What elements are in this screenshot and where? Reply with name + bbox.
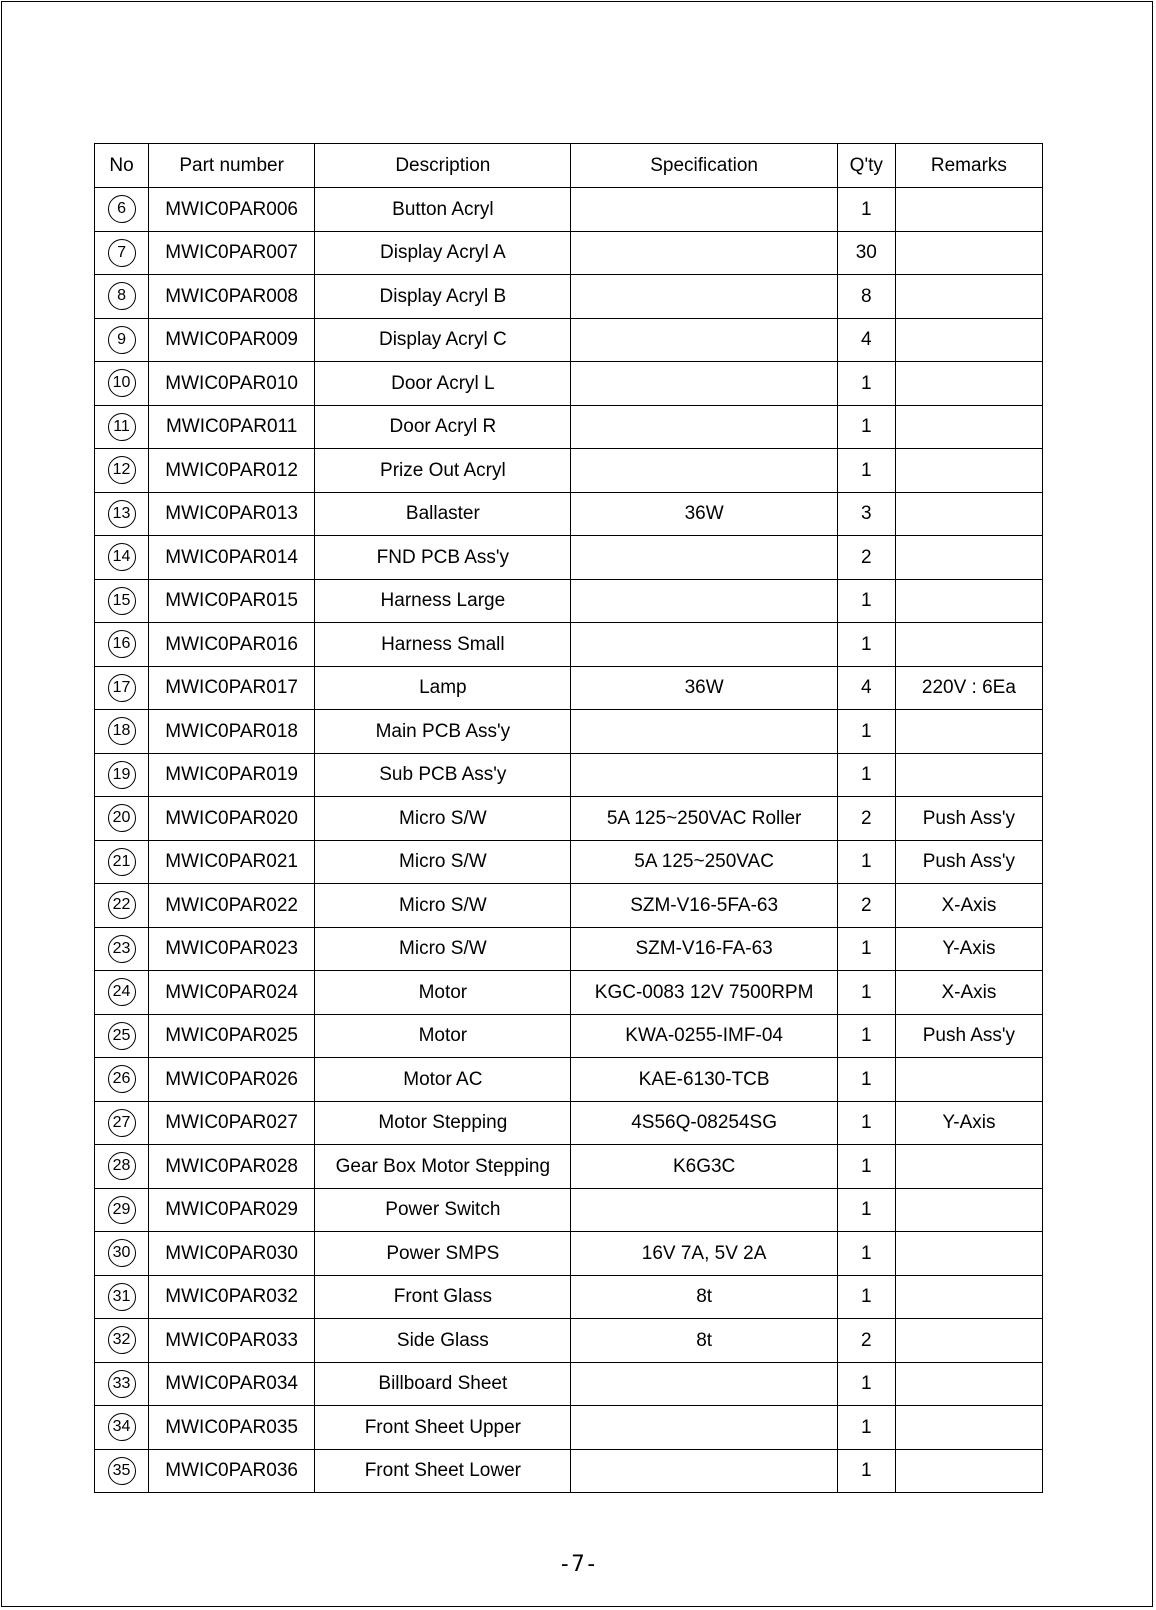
header-remarks: Remarks [895, 144, 1042, 188]
cell-qty: 1 [837, 1449, 895, 1493]
table-row [95, 231, 1043, 275]
cell-remarks: X-Axis [895, 971, 1042, 1015]
cell-description: Door Acryl R [315, 405, 571, 449]
table-row [95, 362, 1043, 406]
cell-qty: 1 [837, 449, 895, 493]
cell-remarks [895, 1362, 1042, 1406]
cell-description: Micro S/W [315, 884, 571, 928]
cell-no [95, 492, 149, 536]
cell-part-number: MWIC0PAR035 [149, 1406, 315, 1450]
cell-description: Prize Out Acryl [315, 449, 571, 493]
item-number-circle: 14 [108, 543, 136, 571]
table-row [95, 1232, 1043, 1276]
header-no: No [95, 144, 149, 188]
cell-qty: 2 [837, 884, 895, 928]
cell-qty: 1 [837, 623, 895, 667]
cell-no [95, 1188, 149, 1232]
cell-description: Front Sheet Lower [315, 1449, 571, 1493]
cell-specification [571, 231, 837, 275]
table-row [95, 1145, 1043, 1189]
table-row [95, 492, 1043, 536]
cell-no [95, 753, 149, 797]
cell-specification [571, 188, 837, 232]
cell-part-number: MWIC0PAR023 [149, 927, 315, 971]
table-header-row [95, 144, 1043, 188]
cell-part-number: MWIC0PAR017 [149, 666, 315, 710]
cell-specification: 36W [571, 492, 837, 536]
cell-qty: 2 [837, 536, 895, 580]
page-number: -7- [558, 1552, 598, 1577]
item-number-circle: 26 [108, 1065, 136, 1093]
cell-specification: KAE-6130-TCB [571, 1058, 837, 1102]
table-row [95, 1014, 1043, 1058]
cell-description: Display Acryl A [315, 231, 571, 275]
cell-remarks [895, 231, 1042, 275]
item-number-circle: 17 [108, 674, 136, 702]
cell-no [95, 536, 149, 580]
cell-specification [571, 1188, 837, 1232]
cell-part-number: MWIC0PAR027 [149, 1101, 315, 1145]
cell-qty: 2 [837, 1319, 895, 1363]
cell-no [95, 275, 149, 319]
cell-no [95, 884, 149, 928]
table-row [95, 1058, 1043, 1102]
item-number-circle: 25 [108, 1022, 136, 1050]
item-number-circle: 6 [108, 195, 136, 223]
cell-specification: 8t [571, 1319, 837, 1363]
cell-description: Front Glass [315, 1275, 571, 1319]
cell-remarks [895, 362, 1042, 406]
cell-qty: 1 [837, 1362, 895, 1406]
cell-qty: 1 [837, 1145, 895, 1189]
cell-description: Ballaster [315, 492, 571, 536]
table-row [95, 275, 1043, 319]
cell-description: Power Switch [315, 1188, 571, 1232]
cell-specification [571, 623, 837, 667]
header-description: Description [315, 144, 571, 188]
header-qty: Q'ty [837, 144, 895, 188]
cell-no [95, 1145, 149, 1189]
cell-remarks [895, 318, 1042, 362]
cell-part-number: MWIC0PAR014 [149, 536, 315, 580]
table-row [95, 579, 1043, 623]
cell-part-number: MWIC0PAR013 [149, 492, 315, 536]
cell-remarks [895, 1319, 1042, 1363]
cell-no [95, 231, 149, 275]
parts-table [94, 143, 1043, 1493]
cell-qty: 1 [837, 188, 895, 232]
cell-description: Display Acryl B [315, 275, 571, 319]
table-row [95, 840, 1043, 884]
cell-no [95, 710, 149, 754]
cell-no [95, 927, 149, 971]
item-number-circle: 9 [108, 326, 136, 354]
cell-specification [571, 405, 837, 449]
cell-no [95, 971, 149, 1015]
cell-specification [571, 1362, 837, 1406]
item-number-circle: 33 [108, 1370, 136, 1398]
cell-no [95, 188, 149, 232]
cell-specification: K6G3C [571, 1145, 837, 1189]
cell-specification [571, 710, 837, 754]
cell-part-number: MWIC0PAR036 [149, 1449, 315, 1493]
cell-specification: 4S56Q-08254SG [571, 1101, 837, 1145]
cell-part-number: MWIC0PAR019 [149, 753, 315, 797]
cell-remarks [895, 579, 1042, 623]
cell-qty: 1 [837, 1406, 895, 1450]
cell-no [95, 1058, 149, 1102]
cell-description: Main PCB Ass'y [315, 710, 571, 754]
cell-part-number: MWIC0PAR021 [149, 840, 315, 884]
cell-qty: 3 [837, 492, 895, 536]
cell-specification [571, 449, 837, 493]
cell-description: Lamp [315, 666, 571, 710]
cell-part-number: MWIC0PAR033 [149, 1319, 315, 1363]
cell-qty: 1 [837, 753, 895, 797]
cell-specification [571, 536, 837, 580]
cell-remarks [895, 1275, 1042, 1319]
cell-qty: 1 [837, 1058, 895, 1102]
cell-no [95, 1275, 149, 1319]
item-number-circle: 21 [108, 848, 136, 876]
item-number-circle: 11 [108, 413, 136, 441]
cell-description: Motor [315, 1014, 571, 1058]
cell-part-number: MWIC0PAR016 [149, 623, 315, 667]
table-row [95, 1188, 1043, 1232]
cell-part-number: MWIC0PAR032 [149, 1275, 315, 1319]
cell-qty: 1 [837, 840, 895, 884]
parts-table-body [95, 188, 1043, 1493]
cell-qty: 1 [837, 1275, 895, 1319]
table-row [95, 1449, 1043, 1493]
cell-qty: 1 [837, 1232, 895, 1276]
cell-remarks [895, 405, 1042, 449]
cell-remarks [895, 492, 1042, 536]
item-number-circle: 19 [108, 761, 136, 789]
table-row [95, 710, 1043, 754]
cell-part-number: MWIC0PAR020 [149, 797, 315, 841]
cell-specification [571, 318, 837, 362]
item-number-circle: 10 [108, 369, 136, 397]
table-row [95, 1101, 1043, 1145]
item-number-circle: 27 [108, 1109, 136, 1137]
cell-remarks [895, 710, 1042, 754]
cell-specification: 5A 125~250VAC [571, 840, 837, 884]
table-row [95, 753, 1043, 797]
cell-no [95, 1449, 149, 1493]
cell-description: Micro S/W [315, 840, 571, 884]
cell-specification [571, 753, 837, 797]
cell-description: Harness Small [315, 623, 571, 667]
cell-no [95, 797, 149, 841]
cell-qty: 8 [837, 275, 895, 319]
cell-description: Harness Large [315, 579, 571, 623]
table-row [95, 666, 1043, 710]
cell-description: Door Acryl L [315, 362, 571, 406]
item-number-circle: 8 [108, 282, 136, 310]
item-number-circle: 29 [108, 1196, 136, 1224]
cell-description: Micro S/W [315, 927, 571, 971]
cell-no [95, 1232, 149, 1276]
cell-qty: 1 [837, 405, 895, 449]
cell-qty: 1 [837, 710, 895, 754]
cell-description: Motor [315, 971, 571, 1015]
cell-part-number: MWIC0PAR010 [149, 362, 315, 406]
table-row [95, 884, 1043, 928]
item-number-circle: 30 [108, 1239, 136, 1267]
item-number-circle: 7 [108, 239, 136, 267]
cell-part-number: MWIC0PAR015 [149, 579, 315, 623]
cell-no [95, 362, 149, 406]
cell-description: FND PCB Ass'y [315, 536, 571, 580]
table-row [95, 927, 1043, 971]
cell-qty: 2 [837, 797, 895, 841]
item-number-circle: 15 [108, 587, 136, 615]
cell-remarks [895, 1406, 1042, 1450]
cell-qty: 1 [837, 927, 895, 971]
item-number-circle: 22 [108, 891, 136, 919]
cell-description: Motor Stepping [315, 1101, 571, 1145]
item-number-circle: 31 [108, 1283, 136, 1311]
cell-specification: 16V 7A, 5V 2A [571, 1232, 837, 1276]
cell-specification [571, 1449, 837, 1493]
item-number-circle: 28 [108, 1152, 136, 1180]
cell-qty: 1 [837, 362, 895, 406]
cell-remarks [895, 753, 1042, 797]
cell-no [95, 1319, 149, 1363]
cell-remarks [895, 1449, 1042, 1493]
cell-no [95, 579, 149, 623]
cell-part-number: MWIC0PAR034 [149, 1362, 315, 1406]
cell-qty: 1 [837, 1014, 895, 1058]
cell-remarks: 220V : 6Ea [895, 666, 1042, 710]
cell-qty: 1 [837, 1101, 895, 1145]
table-row [95, 623, 1043, 667]
cell-part-number: MWIC0PAR008 [149, 275, 315, 319]
cell-qty: 1 [837, 971, 895, 1015]
cell-description: Side Glass [315, 1319, 571, 1363]
cell-remarks [895, 1188, 1042, 1232]
cell-remarks [895, 623, 1042, 667]
cell-remarks [895, 1058, 1042, 1102]
item-number-circle: 18 [108, 717, 136, 745]
cell-part-number: MWIC0PAR012 [149, 449, 315, 493]
cell-remarks [895, 449, 1042, 493]
table-row [95, 1319, 1043, 1363]
cell-no [95, 1406, 149, 1450]
cell-qty: 1 [837, 1188, 895, 1232]
cell-description: Gear Box Motor Stepping [315, 1145, 571, 1189]
item-number-circle: 13 [108, 500, 136, 528]
cell-specification: 36W [571, 666, 837, 710]
table-row [95, 318, 1043, 362]
item-number-circle: 20 [108, 804, 136, 832]
cell-remarks [895, 188, 1042, 232]
item-number-circle: 12 [108, 456, 136, 484]
header-part-number: Part number [149, 144, 315, 188]
table-row [95, 971, 1043, 1015]
table-row [95, 449, 1043, 493]
cell-no [95, 1014, 149, 1058]
cell-part-number: MWIC0PAR029 [149, 1188, 315, 1232]
cell-qty: 4 [837, 318, 895, 362]
cell-part-number: MWIC0PAR007 [149, 231, 315, 275]
cell-no [95, 1362, 149, 1406]
cell-remarks [895, 1145, 1042, 1189]
cell-part-number: MWIC0PAR026 [149, 1058, 315, 1102]
cell-part-number: MWIC0PAR030 [149, 1232, 315, 1276]
cell-specification [571, 1406, 837, 1450]
item-number-circle: 24 [108, 978, 136, 1006]
cell-part-number: MWIC0PAR009 [149, 318, 315, 362]
cell-specification: KWA-0255-IMF-04 [571, 1014, 837, 1058]
cell-part-number: MWIC0PAR018 [149, 710, 315, 754]
cell-specification: SZM-V16-5FA-63 [571, 884, 837, 928]
cell-remarks [895, 1232, 1042, 1276]
item-number-circle: 34 [108, 1413, 136, 1441]
cell-description: Display Acryl C [315, 318, 571, 362]
cell-part-number: MWIC0PAR024 [149, 971, 315, 1015]
cell-remarks: Push Ass'y [895, 797, 1042, 841]
cell-no [95, 1101, 149, 1145]
cell-description: Motor AC [315, 1058, 571, 1102]
table-row [95, 536, 1043, 580]
cell-specification: KGC-0083 12V 7500RPM [571, 971, 837, 1015]
cell-part-number: MWIC0PAR028 [149, 1145, 315, 1189]
header-specification: Specification [571, 144, 837, 188]
cell-description: Sub PCB Ass'y [315, 753, 571, 797]
cell-description: Front Sheet Upper [315, 1406, 571, 1450]
cell-specification [571, 362, 837, 406]
cell-remarks: Y-Axis [895, 927, 1042, 971]
cell-description: Power SMPS [315, 1232, 571, 1276]
cell-no [95, 666, 149, 710]
item-number-circle: 16 [108, 630, 136, 658]
item-number-circle: 32 [108, 1326, 136, 1354]
cell-description: Billboard Sheet [315, 1362, 571, 1406]
cell-description: Button Acryl [315, 188, 571, 232]
table-row [95, 1406, 1043, 1450]
cell-qty: 1 [837, 579, 895, 623]
table-row [95, 188, 1043, 232]
table-row [95, 1362, 1043, 1406]
cell-remarks [895, 536, 1042, 580]
cell-no [95, 449, 149, 493]
item-number-circle: 35 [108, 1457, 136, 1485]
cell-part-number: MWIC0PAR022 [149, 884, 315, 928]
cell-no [95, 623, 149, 667]
cell-qty: 4 [837, 666, 895, 710]
cell-specification [571, 579, 837, 623]
table-row [95, 797, 1043, 841]
cell-remarks: Push Ass'y [895, 840, 1042, 884]
cell-specification: 5A 125~250VAC Roller [571, 797, 837, 841]
table-row [95, 1275, 1043, 1319]
cell-description: Micro S/W [315, 797, 571, 841]
cell-no [95, 405, 149, 449]
cell-no [95, 318, 149, 362]
table-row [95, 405, 1043, 449]
cell-specification: 8t [571, 1275, 837, 1319]
cell-part-number: MWIC0PAR025 [149, 1014, 315, 1058]
cell-specification [571, 275, 837, 319]
cell-remarks: Push Ass'y [895, 1014, 1042, 1058]
cell-qty: 30 [837, 231, 895, 275]
cell-no [95, 840, 149, 884]
cell-part-number: MWIC0PAR006 [149, 188, 315, 232]
cell-remarks: Y-Axis [895, 1101, 1042, 1145]
cell-part-number: MWIC0PAR011 [149, 405, 315, 449]
cell-specification: SZM-V16-FA-63 [571, 927, 837, 971]
cell-remarks: X-Axis [895, 884, 1042, 928]
cell-remarks [895, 275, 1042, 319]
item-number-circle: 23 [108, 935, 136, 963]
